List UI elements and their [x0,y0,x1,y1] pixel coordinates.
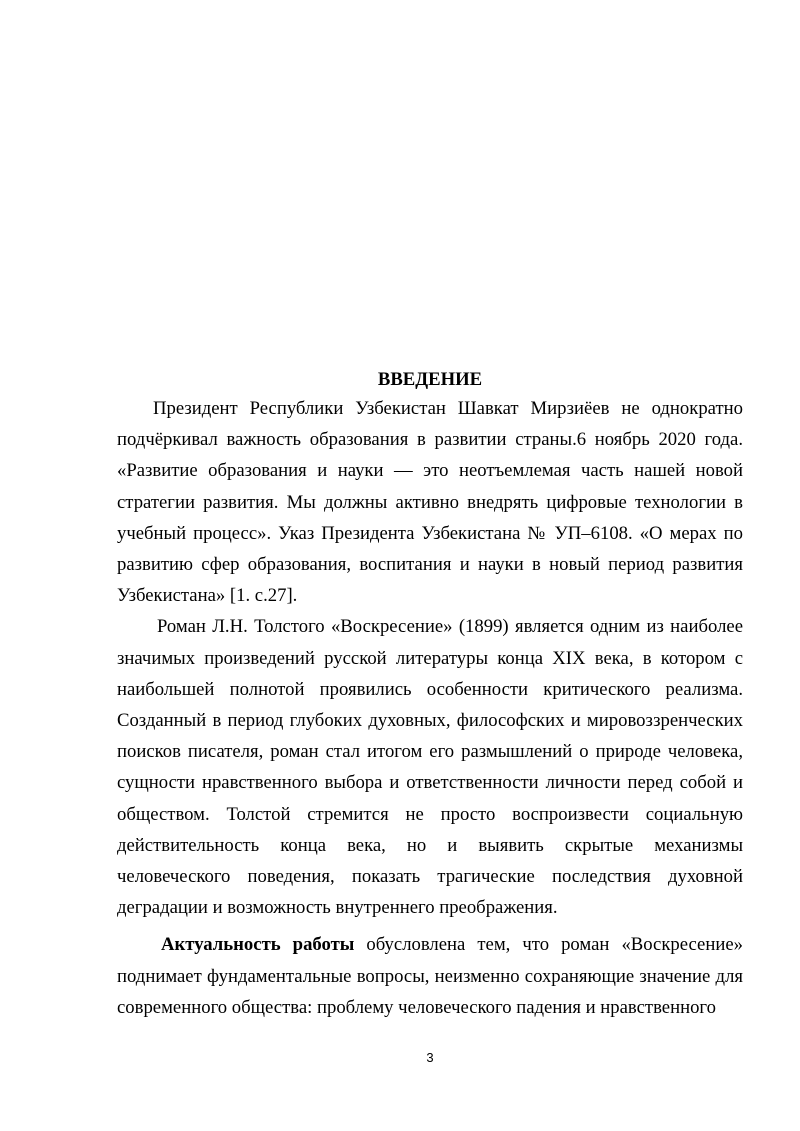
page-number: 3 [426,1050,434,1065]
page-content [117,366,743,1023]
relevance-text: обусловлена тем, что роман «Воскресение» поднимает фундаментальные вопросы, неизменно сохраняющие значение для современного общества: проблему человеческого падения и нравственного [117,934,743,1018]
paragraph-intro: Президент Республики Узбекистан Шавкат Мирзиёев не однократно подчёркивал важность образования в развитии страны.6 ноябрь 2020 года. «Развитие образования и науки — это неотъемлемая часть нашей новой стратегии развития. Мы должны активно внедрять цифровые технологии в учебный процесс». Указ Президента Узбекистана № УП–6108. «О мерах по развитию сфер образования, воспитания и науки в новый период развития Узбекистана» [1. с.27]. [117,398,743,607]
paragraph-relevance [117,929,743,1023]
relevance-label: Актуальность работы [161,934,355,956]
section-heading: ВВЕДЕНИЕ [377,369,483,390]
paragraph-novel: Роман Л.Н. Толстого «Воскресение» (1899) является одним из наиболее значимых произведений русской литературы конца XIX века, в котором с наибольшей полнотой проявились особенности критического реализма. Созданный в период глубоких духовных, философских и мировоззренческих поисков писателя, роман стал итогом его размышлений о природе человека, сущности нравственного выбора и ответственности личности перед собой и обществом. Толстой стремится не просто воспроизвести социальную действительность конца века, но и выявить скрытые механизмы человеческого поведения, показать трагические последствия духовной деградации и возможность внутреннего преображения. [117,616,743,919]
